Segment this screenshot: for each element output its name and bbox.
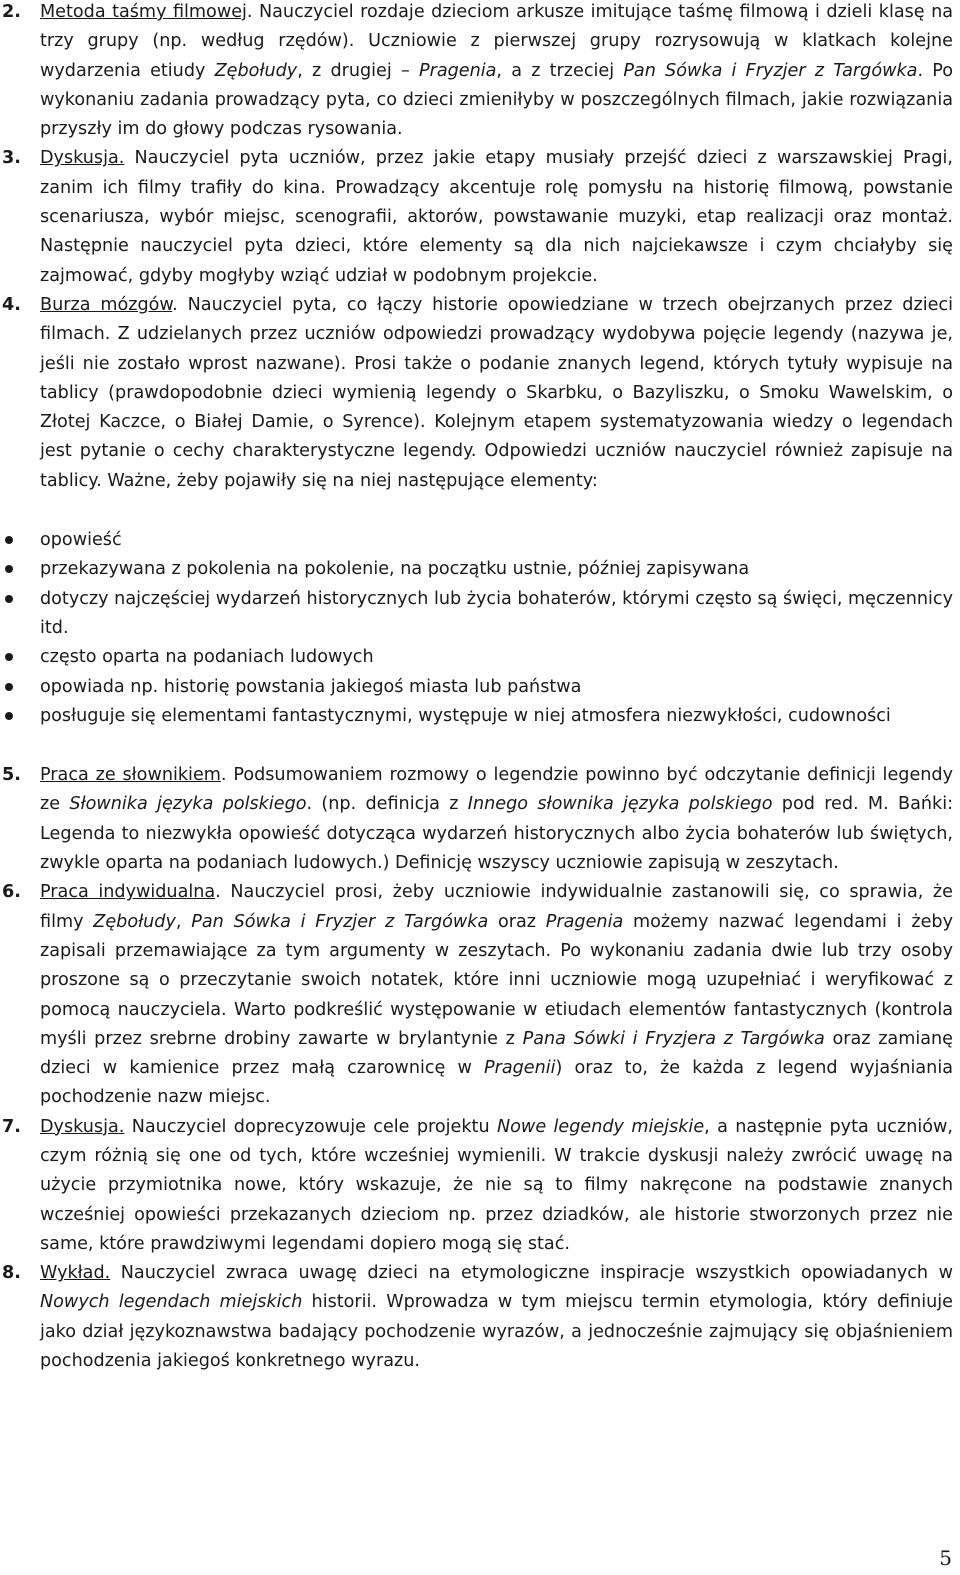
item-text: , z drugiej – [297, 60, 419, 81]
film-title: Pan Sówka i Fryzjer z Targówka [191, 911, 489, 932]
item-number: 3. [2, 148, 21, 169]
bullet-text: posługuje się elementami fantastycznymi, występuje w niej atmosfera niezwykłości, cudowności [40, 705, 891, 726]
film-title: Pana Sówki i Fryzjera z Targówka [522, 1028, 825, 1049]
item-number: 5. [2, 765, 21, 786]
item-heading: Burza mózgów [40, 294, 173, 315]
item-number: 7. [2, 1116, 21, 1137]
bullet-icon [5, 536, 13, 544]
bullet-text: dotyczy najczęściej wydarzeń historycznych lub życia bohaterów, którymi często są święci, męczennicy itd. [40, 588, 953, 638]
item-number: 8. [2, 1263, 21, 1284]
item-text: Nauczyciel zwraca uwagę dzieci na etymologiczne inspiracje wszystkich opowiadanych w [110, 1263, 953, 1284]
item-text: . Podsumowaniem rozmowy o legendzie powinno być odczytanie definicji legendy ze [40, 765, 953, 815]
film-title: Pragenii [484, 1058, 556, 1079]
bullet-icon [5, 683, 13, 691]
list-item-8 [2, 1259, 953, 1376]
item-heading: Praca indywidualna [40, 882, 216, 903]
bullet-item [40, 702, 953, 731]
item-text: historii. Wprowadza w tym miejscu termin etymologia, który definiuje jako dział językoznawstwa badający pochodzenie wyrazów, a jednocześnie zajmujący się objaśnieniem pochodzenia jakiegoś konkretnego wyrazu. [40, 1292, 953, 1372]
item-text: oraz [488, 911, 546, 932]
bullet-text: opowieść [40, 530, 122, 551]
item-text: Nauczyciel pyta uczniów, przez jakie etapy musiały przejść dzieci z warszawskiej Pragi, zanim ich filmy trafiły do kina. Prowadzący akcentuje rolę pomysłu na historię filmową, powstanie scenariusza, wybór miejsc, scenografii, aktorów, powstawanie muzyki, etap realizacji oraz montaż. Następnie nauczyciel pyta dzieci, które elementy są dla nich najciekawsze i czym chciałyby się zajmować, gdyby mogłyby wziąć udział w podobnym projekcie. [40, 148, 953, 286]
item-heading: Dyskusja. [40, 148, 125, 169]
page-number: 5 [939, 1546, 952, 1570]
item-text: . (np. definicja z [306, 794, 468, 815]
item-number: 6. [2, 882, 21, 903]
item-text: . Po wykonaniu zadania prowadzący pyta, co dzieci zmieniłyby w poszczególnych filmach, jakie rozwiązania przyszły im do głowy podczas rysowania. [40, 60, 953, 140]
item-text: oraz zamianę dzieci w kamienice przez małą czarownicę w [40, 1028, 953, 1079]
bullet-list [0, 526, 960, 731]
bullet-text: często oparta na podaniach ludowych [40, 647, 374, 668]
item-text: . Nauczyciel prosi, żeby uczniowie indywidualnie zastanowili się, co sprawia, że filmy [40, 882, 953, 932]
item-heading: Metoda taśmy filmowej [40, 2, 247, 22]
item-text: możemy nazwać legendami i żeby zapisali przemawiające za tym argumenty w zeszytach. Po wykonaniu zadania dwie lub trzy osoby proszone są o przeczytanie swoich notatek, które inni uczniowie mogą uzupełniać i weryfikować z pomocą nauczyciela. Warto podkreślić występowanie w etiudach elementów fantastycznych (kontrola myśli przez srebrne drobiny zawarte w brylantynie z [40, 911, 953, 1049]
bullet-icon [5, 565, 13, 573]
book-title: Słownika języka polskiego [69, 794, 307, 815]
list-item-3 [2, 144, 953, 290]
bullet-text: opowiada np. historię powstania jakiegoś miasta lub państwa [40, 676, 582, 697]
list-item-5 [2, 761, 954, 878]
item-heading: Praca ze słownikiem [40, 765, 221, 786]
bullet-item [40, 673, 953, 702]
film-title: Pragenia [545, 911, 624, 932]
film-title: Zębołudy [214, 60, 298, 81]
bullet-icon [5, 595, 13, 603]
item-text: , [175, 911, 192, 932]
item-text: . Nauczyciel pyta, co łączy historie opowiedziane w trzech obejrzanych przez dzieci filmach. Z udzielanych przez uczniów odpowiedzi prowadzący wydobywa pojęcie legendy (nazywa je, jeśli nie zostało wprost nazwane). Prosi także o podanie znanych legend, których tytuły wypisuje na tablicy (prawdopodobnie dzieci wymienią legendy o Skarbku, o Bazyliszku, o Smoku Wawelskim, o Złotej Kaczce, o Białej Damie, o Syrence). Kolejnym etapem systematyzowania wiedzy o legendach jest pytanie o cechy charakterystyczne legendy. Odpowiedzi uczniów nauczyciel również zapisuje na tablicy. Ważne, żeby pojawiły się na niej następujące elementy: [40, 294, 953, 491]
list-item-7 [2, 1113, 953, 1259]
list-item-2 [2, 0, 953, 144]
item-text: , a z trzeciej [496, 60, 624, 81]
film-title: Pan Sówka i Fryzjer z Targówka [623, 60, 918, 81]
bullet-icon [5, 712, 13, 720]
item-text: . Nauczyciel rozdaje dzieciom arkusze imitujące taśmę filmową i dzieli klasę na trzy grupy (np. według rzędów). Uczniowie z pierwszej grupy rozrysowują w klatkach kolejne wydarzenia etiudy [40, 2, 953, 81]
bullet-item [40, 526, 953, 555]
item-heading: Wykład. [40, 1263, 111, 1284]
item-heading: Dyskusja. [40, 1116, 125, 1137]
film-title: Zębołudy [93, 911, 176, 932]
bullet-item [40, 643, 953, 672]
project-title: Nowe legendy miejskie [497, 1116, 705, 1137]
item-number: 4. [2, 294, 21, 315]
project-title: Nowych legendach miejskich [40, 1292, 303, 1313]
bullet-icon [5, 653, 13, 661]
item-number: 2. [2, 2, 21, 22]
film-title: Pragenia [418, 60, 497, 81]
item-text: ) oraz to, że każda z legend wyjaśniania pochodzenie nazw miejsc. [40, 1058, 953, 1108]
item-text: pod red. M. Bańki: Legenda to niezwykła opowieść dotycząca wydarzeń historycznych albo życia bohaterów lub świętych, zwykle oparta na podaniach ludowych.) Definicję wszyscy uczniowie zapisują w zeszytach. [40, 794, 954, 874]
item-text: Nauczyciel doprecyzowuje cele projektu [124, 1116, 497, 1137]
bullet-item [40, 555, 953, 584]
item-text: , a następnie pyta uczniów, czym różnią się one od tych, które wcześniej wymienili. W trakcie dyskusji należy zwrócić uwagę na użycie przymiotnika nowe, który wskazuje, że nie są to filmy nakręcone na podstawie znanych wcześniej opowieści przekazanych dzieciom np. przez dziadków, ale historie stworzonych przez nie same, które prawdziwymi legendami dopiero mogą się stać. [40, 1116, 953, 1254]
list-item-4 [2, 291, 953, 496]
book-title: Innego słownika języka polskiego [467, 794, 773, 815]
bullet-item [40, 585, 953, 644]
list-item-6 [2, 878, 953, 1112]
bullet-text: przekazywana z pokolenia na pokolenie, na początku ustnie, później zapisywana [40, 559, 750, 580]
